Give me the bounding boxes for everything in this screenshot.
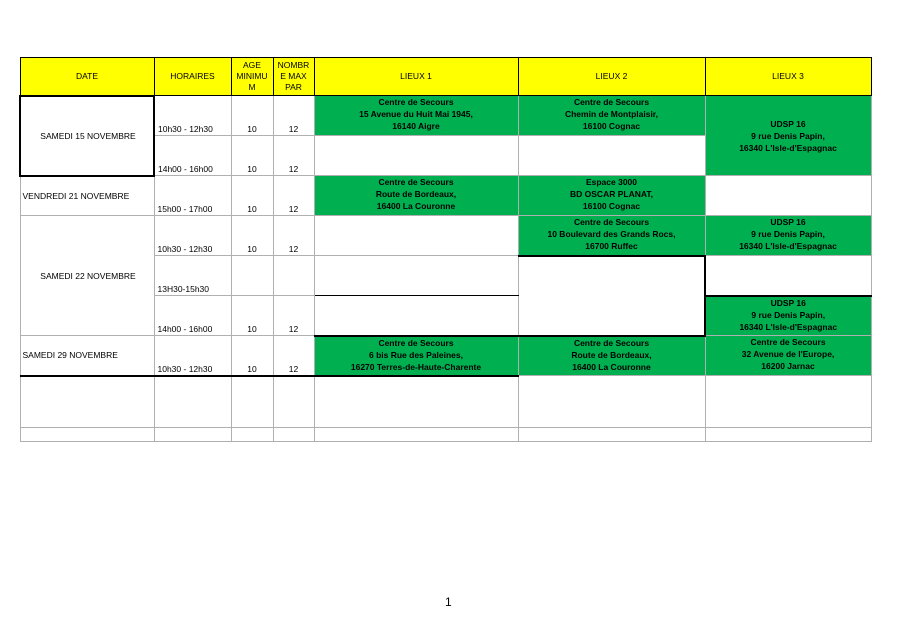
- place-line: Centre de Secours: [573, 97, 650, 107]
- place-line: 16140 Aigre: [392, 121, 440, 131]
- header-nombre: [273, 58, 314, 96]
- nombre-cell: 12: [273, 216, 314, 256]
- place-line: 16340 L'Isle-d'Espagnac: [739, 321, 838, 332]
- header-lieux-1: LIEUX 1: [314, 58, 518, 96]
- place-cell: [705, 96, 871, 176]
- place-cell-empty: [705, 256, 871, 296]
- place-cell: [314, 96, 518, 136]
- header-horaires: HORAIRES: [154, 58, 231, 96]
- place-cell: [314, 336, 518, 376]
- place-line: Centre de Secours: [573, 337, 650, 348]
- place-line: 16270 Terres-de-Haute-Charente: [350, 361, 482, 372]
- header-row: [20, 58, 871, 96]
- place-line: 15 Avenue du Huit Mai 1945,: [359, 109, 473, 119]
- date-cell: VENDREDI 21 NOVEMBRE: [20, 176, 154, 216]
- place-line: 16700 Ruffec: [585, 241, 638, 251]
- header-nombre-line: E MAX: [280, 71, 307, 81]
- place-cell: [314, 176, 518, 216]
- place-line: 6 bis Rue des Paleines,: [368, 349, 463, 360]
- place-line: Centre de Secours: [573, 217, 650, 227]
- empty-cell: [518, 376, 705, 428]
- place-cell-empty: [314, 216, 518, 256]
- table-row: [20, 336, 871, 376]
- place-line: Route de Bordeaux,: [375, 189, 457, 199]
- empty-cell: [273, 428, 314, 442]
- place-line: BD OSCAR PLANAT,: [570, 189, 653, 199]
- table-row-empty: [20, 428, 871, 442]
- age-cell: 10: [231, 296, 273, 336]
- header-nombre-line: PAR: [285, 82, 302, 92]
- age-cell: [231, 256, 273, 296]
- place-line: Chemin de Montplaisir,: [564, 109, 659, 119]
- place-line: Centre de Secours: [378, 177, 454, 187]
- place-line: 9 rue Denis Papin,: [751, 229, 825, 239]
- table-row: [20, 216, 871, 256]
- place-line: Espace 3000: [585, 177, 638, 187]
- age-cell: 10: [231, 336, 273, 376]
- place-cell-empty: [314, 256, 518, 296]
- age-cell: 10: [231, 136, 273, 176]
- horaire-cell: 10h30 - 12h30: [154, 96, 231, 136]
- place-line: Centre de Secours: [378, 337, 454, 348]
- place-cell: [705, 296, 871, 336]
- place-line: 9 rue Denis Papin,: [751, 130, 825, 141]
- empty-cell: [705, 376, 871, 428]
- horaire-cell: 14h00 - 16h00: [154, 136, 231, 176]
- place-line: Centre de Secours: [378, 97, 454, 107]
- place-cell: [705, 216, 871, 256]
- place-cell-empty: [518, 256, 705, 336]
- place-line: 16340 L'Isle-d'Espagnac: [739, 142, 837, 153]
- date-cell: SAMEDI 22 NOVEMBRE: [20, 216, 154, 336]
- place-line: 16100 Cognac: [582, 201, 641, 211]
- age-cell: 10: [231, 96, 273, 136]
- place-cell-empty: [518, 136, 705, 176]
- nombre-cell: 12: [273, 296, 314, 336]
- empty-cell: [154, 376, 231, 428]
- horaire-cell: 13H30-15h30: [154, 256, 231, 296]
- header-date: DATE: [20, 58, 154, 96]
- age-cell: 10: [231, 176, 273, 216]
- nombre-cell: 12: [273, 96, 314, 136]
- place-cell: [518, 176, 705, 216]
- empty-cell: [231, 376, 273, 428]
- empty-cell: [273, 376, 314, 428]
- place-cell-empty: [705, 176, 871, 216]
- place-line: UDSP 16: [770, 217, 806, 227]
- nombre-cell: 12: [273, 336, 314, 376]
- age-cell: 10: [231, 216, 273, 256]
- place-cell: [518, 96, 705, 136]
- place-cell: [518, 216, 705, 256]
- place-line: 16400 La Couronne: [376, 201, 456, 211]
- place-line: Centre de Secours: [750, 337, 826, 347]
- place-cell: [518, 336, 705, 376]
- table-row: [20, 96, 871, 136]
- place-line: UDSP 16: [770, 118, 806, 129]
- header-lieux-2: LIEUX 2: [518, 58, 705, 96]
- horaire-cell: 10h30 - 12h30: [154, 216, 231, 256]
- nombre-cell: [273, 256, 314, 296]
- place-line: 16200 Jarnac: [761, 361, 815, 371]
- header-nombre-line: NOMBR: [277, 60, 310, 70]
- table-row: [20, 176, 871, 216]
- schedule-sheet: [19, 57, 872, 442]
- empty-cell: [20, 428, 154, 442]
- date-cell: SAMEDI 29 NOVEMBRE: [20, 336, 154, 376]
- empty-cell: [20, 376, 154, 428]
- place-line: 16100 Cognac: [582, 121, 641, 131]
- place-cell-empty: [314, 136, 518, 176]
- place-line: 10 Boulevard des Grands Rocs,: [547, 229, 676, 239]
- header-age-line: MINIMU: [236, 71, 268, 81]
- date-cell: SAMEDI 15 NOVEMBRE: [20, 96, 154, 176]
- place-cell-empty: [314, 296, 518, 336]
- empty-cell: [314, 376, 518, 428]
- empty-cell: [705, 428, 871, 442]
- place-line: 9 rue Denis Papin,: [751, 309, 826, 320]
- schedule-table: [19, 57, 872, 442]
- place-line: 16340 L'Isle-d'Espagnac: [739, 241, 837, 251]
- horaire-cell: 15h00 - 17h00: [154, 176, 231, 216]
- header-age-line: AGE: [243, 60, 261, 70]
- empty-cell: [518, 428, 705, 442]
- place-cell: [705, 336, 871, 376]
- empty-cell: [314, 428, 518, 442]
- header-age: [231, 58, 273, 96]
- empty-cell: [231, 428, 273, 442]
- table-row-empty: [20, 376, 871, 428]
- place-line: UDSP 16: [770, 297, 806, 308]
- nombre-cell: 12: [273, 136, 314, 176]
- place-line: Route de Bordeaux,: [571, 349, 652, 360]
- place-line: 32 Avenue de l'Europe,: [741, 349, 835, 359]
- header-lieux-3: LIEUX 3: [705, 58, 871, 96]
- horaire-cell: 10h30 - 12h30: [154, 336, 231, 376]
- nombre-cell: 12: [273, 176, 314, 216]
- header-age-line: M: [248, 82, 256, 92]
- place-line: 16400 La Couronne: [572, 361, 651, 372]
- horaire-cell: 14h00 - 16h00: [154, 296, 231, 336]
- page-number: 1: [445, 595, 452, 609]
- empty-cell: [154, 428, 231, 442]
